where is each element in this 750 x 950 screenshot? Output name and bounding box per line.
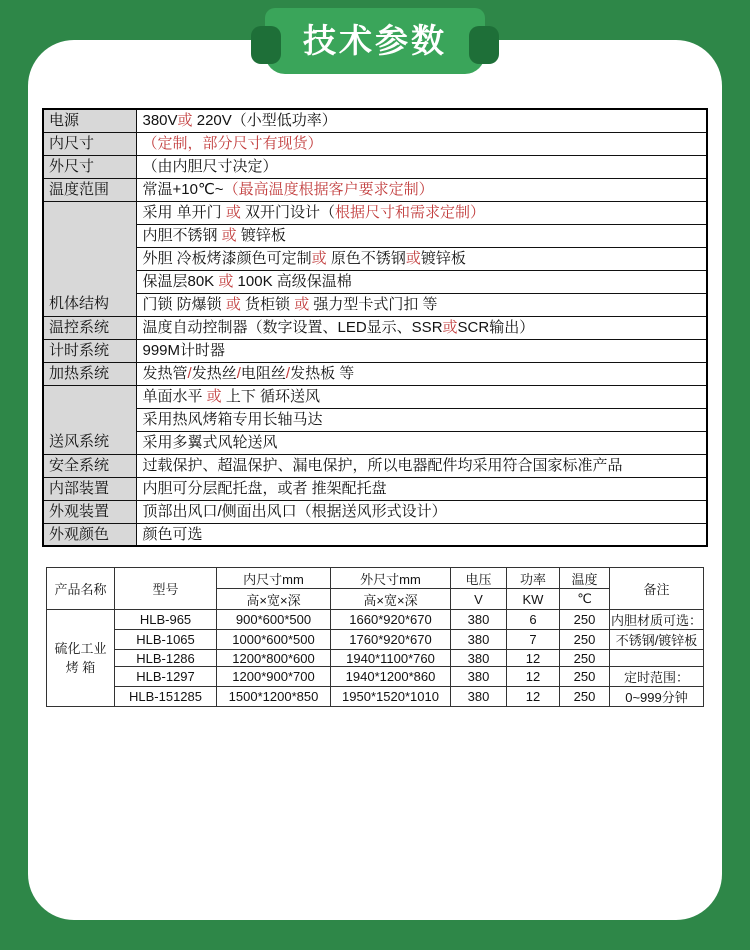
- spec-row-value: [136, 316, 707, 339]
- product-cell-model: HLB-1065: [115, 630, 217, 650]
- spec-row-value: [136, 454, 707, 477]
- spec-row-label: 外尺寸: [43, 155, 136, 178]
- plain-text: 过载保护、超温保护、漏电保护，所以电器配件均采用符合国家标准产品: [142, 456, 623, 474]
- col-header-temp: 温度: [560, 568, 610, 589]
- product-cell-voltage: 380: [451, 630, 507, 650]
- col-header-note: 备注: [610, 568, 704, 610]
- plain-text: 常温+10℃~: [142, 180, 224, 198]
- product-cell-temp: 250: [560, 650, 610, 667]
- plain-text: 上下 循环送风: [221, 387, 321, 405]
- plain-text: 单面水平: [142, 387, 207, 405]
- spec-row-value: [136, 500, 707, 523]
- highlighted-text: 或: [177, 112, 193, 130]
- product-table-header-row: [47, 568, 704, 589]
- plain-text: 强力型卡式门扣 等: [309, 295, 438, 313]
- plain-text: 发热管: [142, 364, 188, 382]
- product-cell-temp: 250: [560, 687, 610, 707]
- col-header-model: 型号: [115, 568, 217, 610]
- spec-table-row: [43, 523, 707, 546]
- product-table-row: [47, 667, 704, 687]
- plain-text: 双开门设计（: [240, 203, 336, 221]
- plain-text: 发热丝: [191, 364, 237, 382]
- spec-row-label: 温控系统: [43, 316, 136, 339]
- product-table-row: [47, 610, 704, 630]
- spec-row-label: 机体结构: [43, 201, 136, 316]
- spec-row-value: [136, 408, 707, 431]
- plain-text: 镀锌板: [420, 249, 466, 267]
- plain-text: 采用热风烤箱专用长轴马达: [142, 410, 323, 428]
- product-cell-power: 12: [507, 687, 560, 707]
- highlighted-text: 或: [225, 203, 241, 221]
- spec-row-value: [136, 431, 707, 454]
- product-table: [46, 567, 704, 707]
- spec-row-label: 电源: [43, 109, 136, 132]
- spec-row-value: [136, 270, 707, 293]
- product-cell-inner: 1000*600*500: [217, 630, 331, 650]
- highlighted-text: 或: [294, 295, 310, 313]
- product-cell-inner: 1200*900*700: [217, 667, 331, 687]
- spec-table-row: [43, 270, 707, 293]
- spec-table-row: [43, 362, 707, 385]
- highlighted-text: 或: [405, 249, 421, 267]
- spec-row-value: [136, 523, 707, 546]
- product-cell-voltage: 380: [451, 667, 507, 687]
- spec-table-row: [43, 454, 707, 477]
- spec-table-row: [43, 155, 707, 178]
- highlighted-text: /: [187, 364, 192, 382]
- product-table-row: [47, 650, 704, 667]
- spec-row-label: 送风系统: [43, 385, 136, 454]
- spec-row-label: 温度范围: [43, 178, 136, 201]
- plain-text: 内胆可分层配托盘，或者 推架配托盘: [142, 479, 387, 497]
- spec-table-row: [43, 247, 707, 270]
- highlighted-text: 或: [225, 295, 241, 313]
- spec-row-value: [136, 132, 707, 155]
- spec-row-label: 内尺寸: [43, 132, 136, 155]
- spec-table: [42, 108, 708, 547]
- col-subheader-inner-dims: 高×宽×深: [217, 589, 331, 610]
- plain-text: 原色不锈钢: [326, 249, 406, 267]
- col-subheader-voltage-unit: V: [451, 589, 507, 610]
- col-header-inner-size: 内尺寸mm: [217, 568, 331, 589]
- page-title: 技术参数: [303, 22, 447, 59]
- spec-row-label: 内部装置: [43, 477, 136, 500]
- product-cell-temp: 250: [560, 630, 610, 650]
- plain-text: 发热板 等: [290, 364, 355, 382]
- product-cell-power: 12: [507, 667, 560, 687]
- spec-table-row: [43, 477, 707, 500]
- product-cell-voltage: 380: [451, 650, 507, 667]
- spec-row-value: [136, 109, 707, 132]
- spec-row-label: 安全系统: [43, 454, 136, 477]
- product-cell-model: HLB-965: [115, 610, 217, 630]
- product-cell-power: 6: [507, 610, 560, 630]
- product-cell-model: HLB-1297: [115, 667, 217, 687]
- spec-table-row: [43, 109, 707, 132]
- spec-row-value: [136, 247, 707, 270]
- plain-text: 温度自动控制器（数字设置、LED显示、SSR: [142, 318, 443, 336]
- product-cell-outer: 1950*1520*1010: [331, 687, 451, 707]
- spec-row-value: [136, 178, 707, 201]
- spec-table-row: [43, 201, 707, 224]
- spec-table-row: [43, 224, 707, 247]
- product-cell-note: [610, 650, 704, 667]
- product-cell-note: 定时范围：: [610, 667, 704, 687]
- spec-row-value: [136, 477, 707, 500]
- highlighted-text: 根据尺寸和需求定制）: [335, 203, 486, 221]
- plain-text: 电阻丝: [240, 364, 286, 382]
- col-subheader-power-unit: KW: [507, 589, 560, 610]
- spec-row-label: 外观装置: [43, 500, 136, 523]
- spec-row-label: 计时系统: [43, 339, 136, 362]
- plain-text: 220V（小型低功率）: [192, 112, 337, 130]
- product-cell-model: HLB-1286: [115, 650, 217, 667]
- plain-text: 内胆不锈钢: [142, 226, 222, 244]
- spec-row-value: [136, 362, 707, 385]
- spec-row-value: [136, 201, 707, 224]
- col-header-product-name: 产品名称: [47, 568, 115, 610]
- highlighted-text: 或: [218, 272, 234, 290]
- product-name: 硫化工业 烤 箱: [47, 610, 115, 707]
- plain-text: 货柜锁: [240, 295, 295, 313]
- product-cell-voltage: 380: [451, 687, 507, 707]
- plain-text: 镀锌板: [236, 226, 286, 244]
- spec-row-value: [136, 339, 707, 362]
- spec-row-value: [136, 224, 707, 247]
- product-table-row: [47, 687, 704, 707]
- product-cell-outer: 1940*1200*860: [331, 667, 451, 687]
- product-cell-note: 0~999分钟: [610, 687, 704, 707]
- highlighted-text: /: [285, 364, 291, 382]
- plain-text: 380V: [142, 112, 178, 130]
- product-cell-inner: 1500*1200*850: [217, 687, 331, 707]
- spec-table-row: [43, 385, 707, 408]
- spec-table-row: [43, 339, 707, 362]
- highlighted-text: （定制，部分尺寸有现货）: [142, 134, 323, 152]
- highlighted-text: /: [236, 364, 241, 382]
- product-cell-outer: 1760*920*670: [331, 630, 451, 650]
- spec-row-value: [136, 155, 707, 178]
- product-cell-inner: 900*600*500: [217, 610, 331, 630]
- highlighted-text: 或: [311, 249, 327, 267]
- plain-text: 采用多翼式风轮送风: [142, 433, 278, 451]
- product-cell-outer: 1940*1100*760: [331, 650, 451, 667]
- title-ribbon: [265, 8, 485, 74]
- product-table-row: [47, 630, 704, 650]
- col-header-voltage: 电压: [451, 568, 507, 589]
- highlighted-text: 或: [442, 318, 458, 336]
- plain-text: SCR输出）: [457, 318, 535, 336]
- spec-row-value: [136, 293, 707, 316]
- plain-text: 顶部出风口/侧面出风口（根据送风形式设计）: [142, 502, 447, 520]
- spec-table-row: [43, 293, 707, 316]
- spec-table-row: [43, 431, 707, 454]
- plain-text: 颜色可选: [142, 525, 203, 543]
- plain-text: 保温层80K: [142, 272, 219, 290]
- plain-text: 采用 单开门: [142, 203, 226, 221]
- spec-table-row: [43, 316, 707, 339]
- content-card: [28, 40, 722, 920]
- product-cell-temp: 250: [560, 610, 610, 630]
- highlighted-text: （最高温度根据客户要求定制）: [223, 180, 434, 198]
- spec-table-row: [43, 178, 707, 201]
- spec-table-row: [43, 132, 707, 155]
- highlighted-text: 或: [221, 226, 237, 244]
- plain-text: 门锁 防爆锁: [142, 295, 226, 313]
- product-cell-note: 不锈钢/镀锌板: [610, 630, 704, 650]
- plain-text: （由内胆尺寸决定）: [142, 157, 278, 175]
- col-subheader-temp-unit: ℃: [560, 589, 610, 610]
- product-cell-temp: 250: [560, 667, 610, 687]
- product-cell-power: 7: [507, 630, 560, 650]
- plain-text: 100K 高级保温棉: [233, 272, 352, 290]
- product-cell-model: HLB-151285: [115, 687, 217, 707]
- plain-text: 999M计时器: [142, 341, 226, 359]
- plain-text: 外胆 冷板烤漆颜色可定制: [142, 249, 312, 267]
- product-cell-note: 内胆材质可选：: [610, 610, 704, 630]
- col-header-outer-size: 外尺寸mm: [331, 568, 451, 589]
- product-cell-power: 12: [507, 650, 560, 667]
- product-cell-outer: 1660*920*670: [331, 610, 451, 630]
- product-cell-inner: 1200*800*600: [217, 650, 331, 667]
- spec-row-label: 加热系统: [43, 362, 136, 385]
- spec-row-value: [136, 385, 707, 408]
- spec-table-row: [43, 500, 707, 523]
- col-subheader-outer-dims: 高×宽×深: [331, 589, 451, 610]
- product-cell-voltage: 380: [451, 610, 507, 630]
- spec-table-row: [43, 408, 707, 431]
- highlighted-text: 或: [206, 387, 222, 405]
- col-header-power: 功率: [507, 568, 560, 589]
- spec-row-label: 外观颜色: [43, 523, 136, 546]
